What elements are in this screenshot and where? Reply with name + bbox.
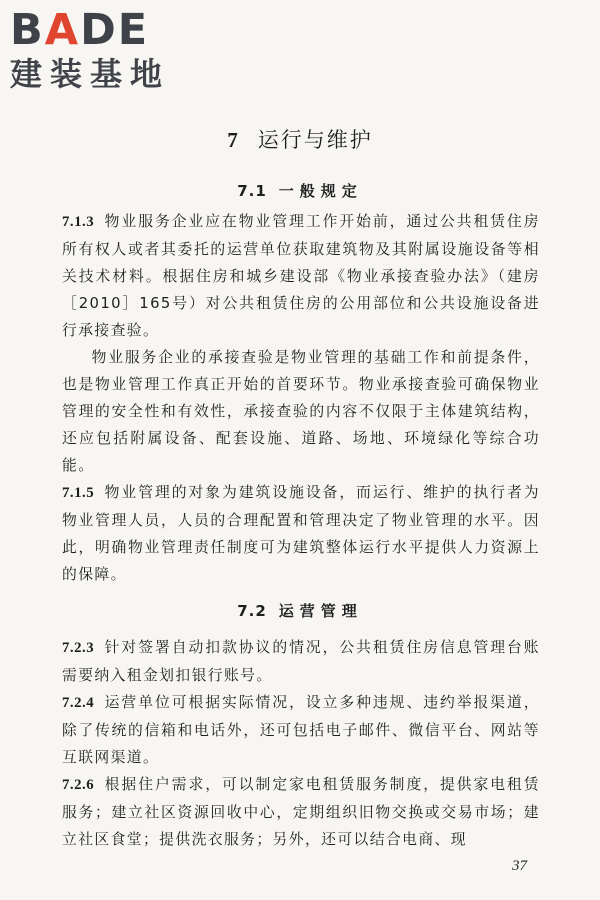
clause-number: 7.2.6	[62, 777, 95, 793]
clause-number: 7.1.5	[62, 485, 95, 501]
section-title-7-1: 7.1 一般规定	[237, 182, 363, 200]
clause-paragraph	[62, 689, 540, 771]
body-paragraph	[62, 344, 540, 479]
chapter-number: 7	[227, 128, 240, 152]
clause-paragraph	[62, 479, 540, 588]
clause-text: 物业服务企业应在物业管理工作开始前，通过公共租赁住房所有权人或者其委托的运营单位获取建筑物及其附属设施设备等相关技术材料。根据住房和城乡建设部《物业承接查验办法》（建房［2010］165号）对公共租赁住房的公用部位和公共设施设备进行承接查验。	[62, 213, 540, 339]
logo	[10, 6, 170, 92]
clause-paragraph	[62, 208, 540, 344]
page-number: 37	[512, 858, 527, 874]
logo-subtitle: 建装基地	[10, 55, 171, 93]
clause-number: 7.1.3	[62, 214, 95, 230]
clause-text: 运营单位可根据实际情况，设立多种违规、违约举报渠道，除了传统的信箱和电话外，还可包括电子邮件、微信平台、网站等互联网渠道。	[62, 694, 540, 766]
clause-text: 物业管理的对象为建筑设施设备，而运行、维护的执行者为物业管理人员，人员的合理配置和管理决定了物业管理的水平。因此，明确物业管理责任制度可为建筑整体运行水平提供人力资源上的保障。	[62, 484, 540, 583]
section-body-7-2	[62, 634, 540, 853]
chapter-title	[0, 124, 600, 154]
clause-text: 针对签署自动扣款协议的情况，公共租赁住房信息管理台账需要纳入租金划扣银行账号。	[62, 639, 540, 684]
logo-wordmark: BADE	[10, 5, 150, 55]
chapter-title-text: 运行与维护	[257, 128, 373, 152]
section-body-7-1	[62, 208, 540, 588]
paragraph-text: 物业服务企业的承接查验是物业管理的基础工作和前提条件，也是物业管理工作真正开始的首要环节。物业承接查验可确保物业管理的安全性和有效性，承接查验的内容不仅限于主体建筑结构，还应包括附属设备、配套设施、道路、场地、环境绿化等综合功能。	[62, 349, 540, 474]
clause-number: 7.2.3	[62, 640, 95, 656]
clause-text: 根据住户需求，可以制定家电租赁服务制度，提供家电租赁服务；建立社区资源回收中心，定期组织旧物交换或交易市场；建立社区食堂；提供洗衣服务；另外，还可以结合电商、现	[62, 776, 540, 848]
clause-number: 7.2.4	[62, 695, 95, 711]
section-title-7-2: 7.2 运营管理	[237, 602, 363, 620]
clause-paragraph	[62, 634, 540, 689]
clause-paragraph	[62, 771, 540, 853]
